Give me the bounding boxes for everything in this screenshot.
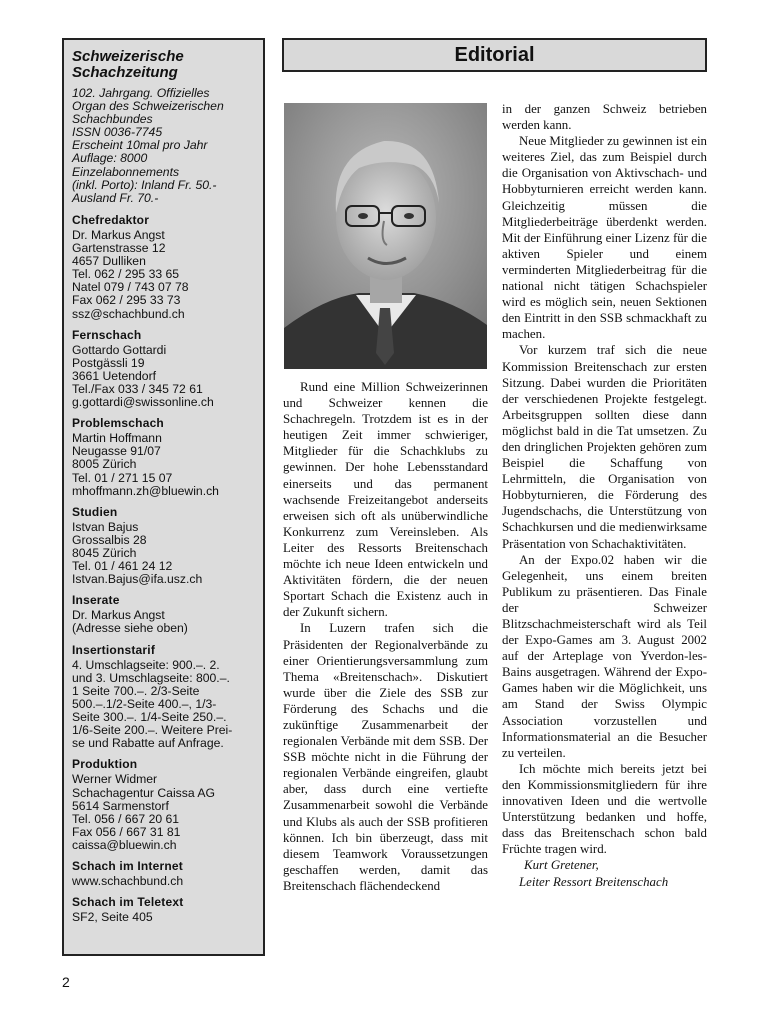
author-portrait [284,103,487,369]
section-heading: Produktion [72,757,138,772]
section-studien [72,506,255,587]
section-body: Istvan Bajus Grossalbis 28 8045 Zürich Tel. 01 / 461 24 12 Istvan.Bajus@ifa.usz.ch [72,519,203,587]
section-body: Gottardo Gottardi Postgässli 19 3661 Uetendorf Tel./Fax 033 / 345 72 61 g.gottardi@swissonline.ch [72,342,214,410]
section-heading: Schach im Teletext [72,895,184,910]
article-column-1 [283,379,488,894]
signature-role: Leiter Ressort Breitenschach [519,874,669,889]
section-internet [72,860,255,888]
article-paragraph: An der Expo.02 haben wir die Gelegenheit, uns einem breiten Publikum zu präsentieren. Das Finale der Schweizer Blitzschachmeisterschaft wird als Teil der Expo-Games am 3. August 2002 auf der Arteplage von Yverdon-les-Bains ausgetragen. Während der Expo-Games haben wir die Möglichkeit, uns am Stand der Swiss Olympic Association vorzustellen und Informationsmaterial an die Besucher zu verteilen. [502,552,707,760]
section-fernschach [72,329,255,410]
section-insertionstarif [72,644,255,751]
section-produktion [72,758,255,852]
article-paragraph: Ich möchte mich bereits jetzt bei den Kommissionsmitgliedern für ihre innovativen Ideen und die wertvolle Unterstützung bedanken und hoffe, dass das Breitenschach schon bald Früchte tragen wird. [502,761,707,857]
article-paragraph: Vor kurzem traf sich die neue Kommission Breitenschach zur ersten Sitzung. Dabei wurden die Prioritäten der verschiedenen Projekte festgelegt. Arbeitsgruppen sollten diese dann möglichst bald in die Tat umsetzen. Zu den dringlichen Projekten gehören zum Beispiel die Schaffung von Lehrmitteln, die Organisation von Hobbyturnieren, die Förderung des Jugendschachs, die Unterstützung von Schachkursen und die medienwirksame Präsentation von Schachaktivitäten. [502,343,707,551]
website-link[interactable]: www.schachbund.ch [72,874,184,889]
article-paragraph: Neue Mitglieder zu gewinnen ist ein weiteres Ziel, das zum Beispiel durch die Organisation von Aktivschach- und Hobbyturnieren erreicht werden kann. Gleichzeitig müssen die Mitgliederbeiträge überdenkt werden. Mit der Einführung einer Lizenz für die aktiven Spieler und einem verminderten Mitgliederbeitrag für die national nicht tätigen Schachspieler wird es möglich sein, neuen Sektionen den Eintritt in den SSB schmackhaft zu machen. [502,134,707,342]
section-body: Martin Hoffmann Neugasse 91/07 8005 Zürich Tel. 01 / 271 15 07 mhoffmann.zh@bluewin.ch [72,431,219,498]
section-body: Dr. Markus Angst Gartenstrasse 12 4657 Dulliken Tel. 062 / 295 33 65 Natel 079 / 743 07 78 Fax 062 / 295 33 73 ssz@schachbund.ch [72,227,189,321]
section-body: 4. Umschlagseite: 900.–. 2. und 3. Umschlagseite: 800.–. 1 Seite 700.–. 2/3-Seite 500.–.1/2-Seite 400.–, 1/3- Seite 300.–. 1/4-Seite 250.–. 1/6-Seite 200.–. Weitere Prei- se und Rabatte auf Anfrage. [72,657,233,751]
section-heading: Fernschach [72,327,142,342]
section-body: SF2, Seite 405 [72,910,153,925]
section-heading: Problemschach [72,416,164,431]
section-heading: Insertionstarif [72,642,156,657]
masthead-sidebar [62,38,265,956]
article-column-2 [502,101,707,890]
publication-title: Schweizerische Schachzeitung [72,48,184,81]
article-paragraph: In Luzern trafen sich die Präsidenten der Regionalverbände zu einer Orientierungsversammlung zum Thema «Breitenschach». Diskutiert wurde über die Ziele des SSB zur Förderung des Schachs und die zukünftige Zusammenarbeit der regionalen Verbände mit dem SSB. Der SSB möchte nicht in die Führung der regionalen Verbände eingreifen, glaubt aber, dass durch eine vertiefte Zusammenarbeit sowohl die Verbände und Klubs als auch der SSB profitieren können. Ich bin überzeugt, dass mit diesem Teamwork Voraussetzungen geschaffen werden, damit das Breitenschach flächendeckend [283,621,488,893]
section-inserate [72,594,255,635]
section-problemschach [72,417,255,498]
section-heading: Chefredaktor [72,212,150,227]
page-title: Editorial [454,43,535,66]
section-body: Dr. Markus Angst (Adresse siehe oben) [72,608,188,636]
section-heading: Schach im Internet [72,858,183,873]
section-body: Werner Widmer Schachagentur Caissa AG 5614 Sarmenstorf Tel. 056 / 667 20 61 Fax 056 / 667 31 81 caissa@bluewin.ch [72,772,215,852]
section-heading: Inserate [72,593,120,608]
publication-info: 102. Jahrgang. Offizielles Organ des Schweizerischen Schachbundes ISSN 0036-7745 Erscheint 10mal pro Jahr Auflage: 8000 Einzelabonnements (inkl. Porto): Inland Fr. 50.- Ausland Fr. 70.- [72,86,224,205]
section-heading: Studien [72,504,118,519]
page-number: 2 [62,974,70,990]
section-chefredaktor [72,214,255,321]
signature-name: Kurt Gretener, [524,858,599,873]
section-teletext [72,896,255,924]
editorial-header [282,38,707,72]
article-paragraph: Rund eine Million Schweizerinnen und Schweizer kennen die Schachregeln. Trotzdem ist es in der heutigen Zeit immer schwieriger, Mitglieder für die Schachklubs zu gewinnen. Der hohe Lebensstandard einerseits und das permanent wachsende Freizeitangebot anderseits erweisen sich oft als unüberwindliche Konkurrenz zum Vereinsleben. Als Leiter des Ressorts Breitenschach möchte ich neue Ideen entwickeln und Aktivitäten fördern, die der neuen Sportart Schach die Existenz auch in der Zukunft sichern. [283,380,488,620]
article-paragraph-continued: in der ganzen Schweiz betrieben werden kann. [502,102,707,133]
